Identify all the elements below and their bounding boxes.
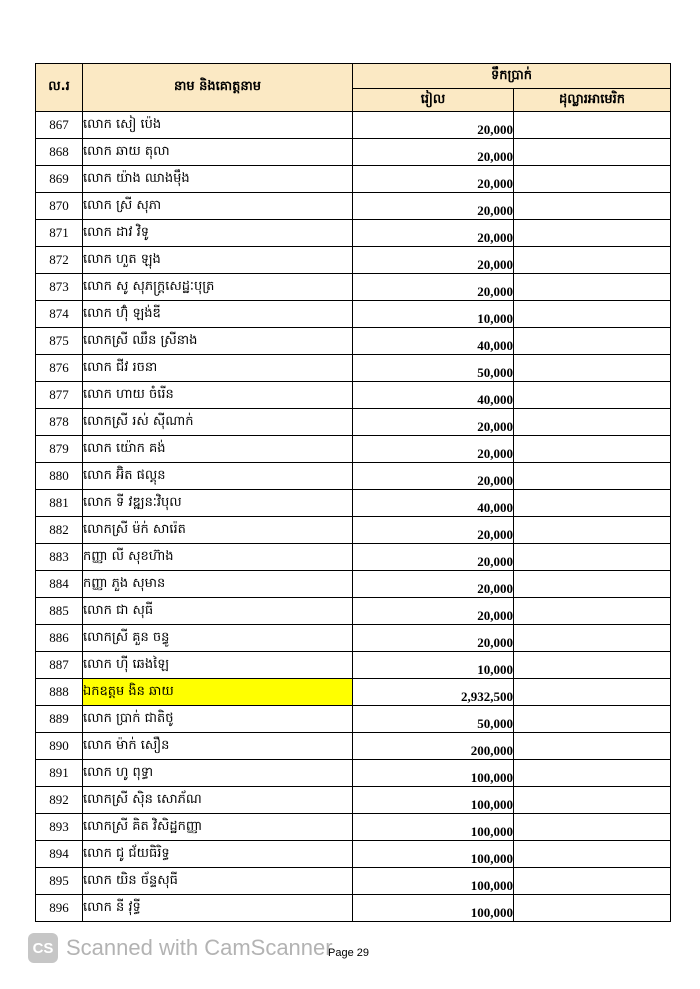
donor-name: លោកស្រី ម៉ក់ សារ៉េត [83, 517, 353, 544]
row-number: 869 [36, 166, 83, 193]
table-row [36, 571, 671, 598]
row-number: 871 [36, 220, 83, 247]
row-number: 896 [36, 895, 83, 922]
table-row [36, 652, 671, 679]
row-number: 875 [36, 328, 83, 355]
row-number: 882 [36, 517, 83, 544]
donor-name: លោក សូ សុភក្ត្រសេដ្ឋៈបុត្រ [83, 274, 353, 301]
amount-riel: 50,000 [353, 355, 514, 382]
donor-name: លោក យ៉ោក គង់ [83, 436, 353, 463]
donor-name: លោក ស្រី សុភា [83, 193, 353, 220]
amount-riel: 10,000 [353, 652, 514, 679]
amount-usd [514, 490, 671, 517]
table-row [36, 787, 671, 814]
amount-usd [514, 571, 671, 598]
donor-name: លោកស្រី គួន ចន្ធូ [83, 625, 353, 652]
row-number: 881 [36, 490, 83, 517]
row-number: 894 [36, 841, 83, 868]
donor-name: លោក ជីវ រចនា [83, 355, 353, 382]
donor-name: លោក យិន ច័ន្ទសុធី [83, 868, 353, 895]
donor-name: លោកស្រី រស់ ស៊ីណាក់ [83, 409, 353, 436]
col-header-riel: រៀល [353, 89, 514, 112]
row-number: 878 [36, 409, 83, 436]
amount-riel: 100,000 [353, 895, 514, 922]
col-header-name: នាម និងគោត្តនាម [83, 64, 353, 112]
row-number: 890 [36, 733, 83, 760]
amount-riel: 200,000 [353, 733, 514, 760]
table-row [36, 625, 671, 652]
table-row [36, 814, 671, 841]
amount-usd [514, 301, 671, 328]
col-header-amount: ទឹកប្រាក់ [353, 64, 671, 89]
row-number: 885 [36, 598, 83, 625]
table-row [36, 733, 671, 760]
table-row [36, 382, 671, 409]
amount-riel: 20,000 [353, 166, 514, 193]
table-row [36, 679, 671, 706]
amount-riel: 20,000 [353, 274, 514, 301]
table-row [36, 355, 671, 382]
table-row [36, 247, 671, 274]
amount-riel: 20,000 [353, 625, 514, 652]
table-row [36, 112, 671, 139]
table-row [36, 517, 671, 544]
amount-riel: 20,000 [353, 139, 514, 166]
row-number: 872 [36, 247, 83, 274]
row-number: 876 [36, 355, 83, 382]
donor-name: លោក ដាវ វិទូ [83, 220, 353, 247]
row-number: 879 [36, 436, 83, 463]
amount-usd [514, 220, 671, 247]
col-header-no: ល.រ [36, 64, 83, 112]
camscanner-watermark [28, 932, 333, 964]
donor-name: លោក ហ៊ុំ ឡង់ឌី [83, 301, 353, 328]
amount-usd [514, 328, 671, 355]
amount-riel: 100,000 [353, 787, 514, 814]
amount-riel: 100,000 [353, 814, 514, 841]
col-header-usd: ដុល្លារអាមេរិក [514, 89, 671, 112]
donor-name: កញ្ញា ភួង សុមាន [83, 571, 353, 598]
amount-usd [514, 355, 671, 382]
amount-usd [514, 706, 671, 733]
donor-name: លោក ទី វឌ្ឍនៈវិបុល [83, 490, 353, 517]
row-number: 874 [36, 301, 83, 328]
amount-riel: 100,000 [353, 868, 514, 895]
amount-riel: 20,000 [353, 463, 514, 490]
amount-usd [514, 895, 671, 922]
row-number: 893 [36, 814, 83, 841]
row-number: 883 [36, 544, 83, 571]
donor-name: លោក អ៊ិត ផល្គុន [83, 463, 353, 490]
row-number: 880 [36, 463, 83, 490]
amount-riel: 20,000 [353, 517, 514, 544]
amount-usd [514, 814, 671, 841]
amount-riel: 50,000 [353, 706, 514, 733]
table-body [36, 112, 671, 922]
table-row [36, 490, 671, 517]
amount-usd [514, 652, 671, 679]
amount-riel: 100,000 [353, 760, 514, 787]
amount-riel: 20,000 [353, 220, 514, 247]
amount-usd [514, 787, 671, 814]
row-number: 888 [36, 679, 83, 706]
donor-name: លោក នី វុទ្ធី [83, 895, 353, 922]
amount-riel: 20,000 [353, 598, 514, 625]
amount-usd [514, 112, 671, 139]
donor-name: លោក សៀ ប៉េង [83, 112, 353, 139]
amount-usd [514, 193, 671, 220]
amount-riel: 20,000 [353, 193, 514, 220]
table-row [36, 544, 671, 571]
donor-name: លោកស្រី គិត វិសិដ្ឋកញ្ញា [83, 814, 353, 841]
amount-riel: 20,000 [353, 436, 514, 463]
amount-usd [514, 517, 671, 544]
amount-riel: 40,000 [353, 490, 514, 517]
table-row [36, 895, 671, 922]
amount-riel: 20,000 [353, 247, 514, 274]
donor-name: លោក ហួត ឡុង [83, 247, 353, 274]
camscanner-logo-icon: CS [28, 933, 58, 963]
amount-usd [514, 382, 671, 409]
amount-riel: 2,932,500 [353, 679, 514, 706]
row-number: 889 [36, 706, 83, 733]
donor-name: លោក ហូ ពុទ្ធា [83, 760, 353, 787]
amount-usd [514, 841, 671, 868]
amount-usd [514, 409, 671, 436]
table-row [36, 760, 671, 787]
amount-riel: 20,000 [353, 571, 514, 598]
amount-usd [514, 436, 671, 463]
amount-riel: 40,000 [353, 382, 514, 409]
amount-riel: 10,000 [353, 301, 514, 328]
amount-usd [514, 598, 671, 625]
table-row [36, 220, 671, 247]
amount-riel: 20,000 [353, 112, 514, 139]
row-number: 887 [36, 652, 83, 679]
amount-usd [514, 679, 671, 706]
row-number: 868 [36, 139, 83, 166]
donor-name: លោកស្រី ឈឹន ស្រីនាង [83, 328, 353, 355]
amount-riel: 40,000 [353, 328, 514, 355]
row-number: 891 [36, 760, 83, 787]
table-row [36, 868, 671, 895]
donor-name: លោក ម៉ាក់ សឿន [83, 733, 353, 760]
donor-table [35, 63, 671, 922]
donor-name: លោក យ៉ាង ឈាងម៉ឹង [83, 166, 353, 193]
amount-usd [514, 166, 671, 193]
amount-usd [514, 544, 671, 571]
table-row [36, 193, 671, 220]
donor-name: លោកស្រី ស៊ិន សោភ័ណ [83, 787, 353, 814]
page-number: Page 29 [328, 947, 369, 959]
amount-riel: 100,000 [353, 841, 514, 868]
row-number: 877 [36, 382, 83, 409]
donor-name: លោក ជា សុធី [83, 598, 353, 625]
donor-name: លោក ហ៊ី ឆេងឡៃ [83, 652, 353, 679]
table-row [36, 841, 671, 868]
donor-name: កញ្ញា លី សុខហ៊ាង [83, 544, 353, 571]
table-row [36, 598, 671, 625]
table-row [36, 301, 671, 328]
row-number: 870 [36, 193, 83, 220]
row-number: 873 [36, 274, 83, 301]
table-row [36, 166, 671, 193]
table-row [36, 436, 671, 463]
amount-usd [514, 247, 671, 274]
donor-name: លោក ជូ ជ័យធិរិទ្ធ [83, 841, 353, 868]
donor-name: ឯកឧត្តម ងិន ឆាយ [83, 679, 353, 706]
table-row [36, 409, 671, 436]
table-row [36, 463, 671, 490]
table-row [36, 706, 671, 733]
table-row [36, 274, 671, 301]
donor-name: លោក ហាយ ចំរើន [83, 382, 353, 409]
amount-usd [514, 760, 671, 787]
amount-usd [514, 139, 671, 166]
row-number: 895 [36, 868, 83, 895]
amount-usd [514, 868, 671, 895]
row-number: 886 [36, 625, 83, 652]
amount-usd [514, 733, 671, 760]
donor-name: លោក ប្រាក់ ជាតិថូ [83, 706, 353, 733]
amount-riel: 20,000 [353, 409, 514, 436]
donor-name: លោក ឆាយ តុលា [83, 139, 353, 166]
table-row [36, 139, 671, 166]
row-number: 892 [36, 787, 83, 814]
watermark-text: Scanned with CamScanner [66, 935, 333, 960]
amount-usd [514, 274, 671, 301]
amount-riel: 20,000 [353, 544, 514, 571]
amount-usd [514, 625, 671, 652]
table-row [36, 328, 671, 355]
row-number: 884 [36, 571, 83, 598]
amount-usd [514, 463, 671, 490]
row-number: 867 [36, 112, 83, 139]
